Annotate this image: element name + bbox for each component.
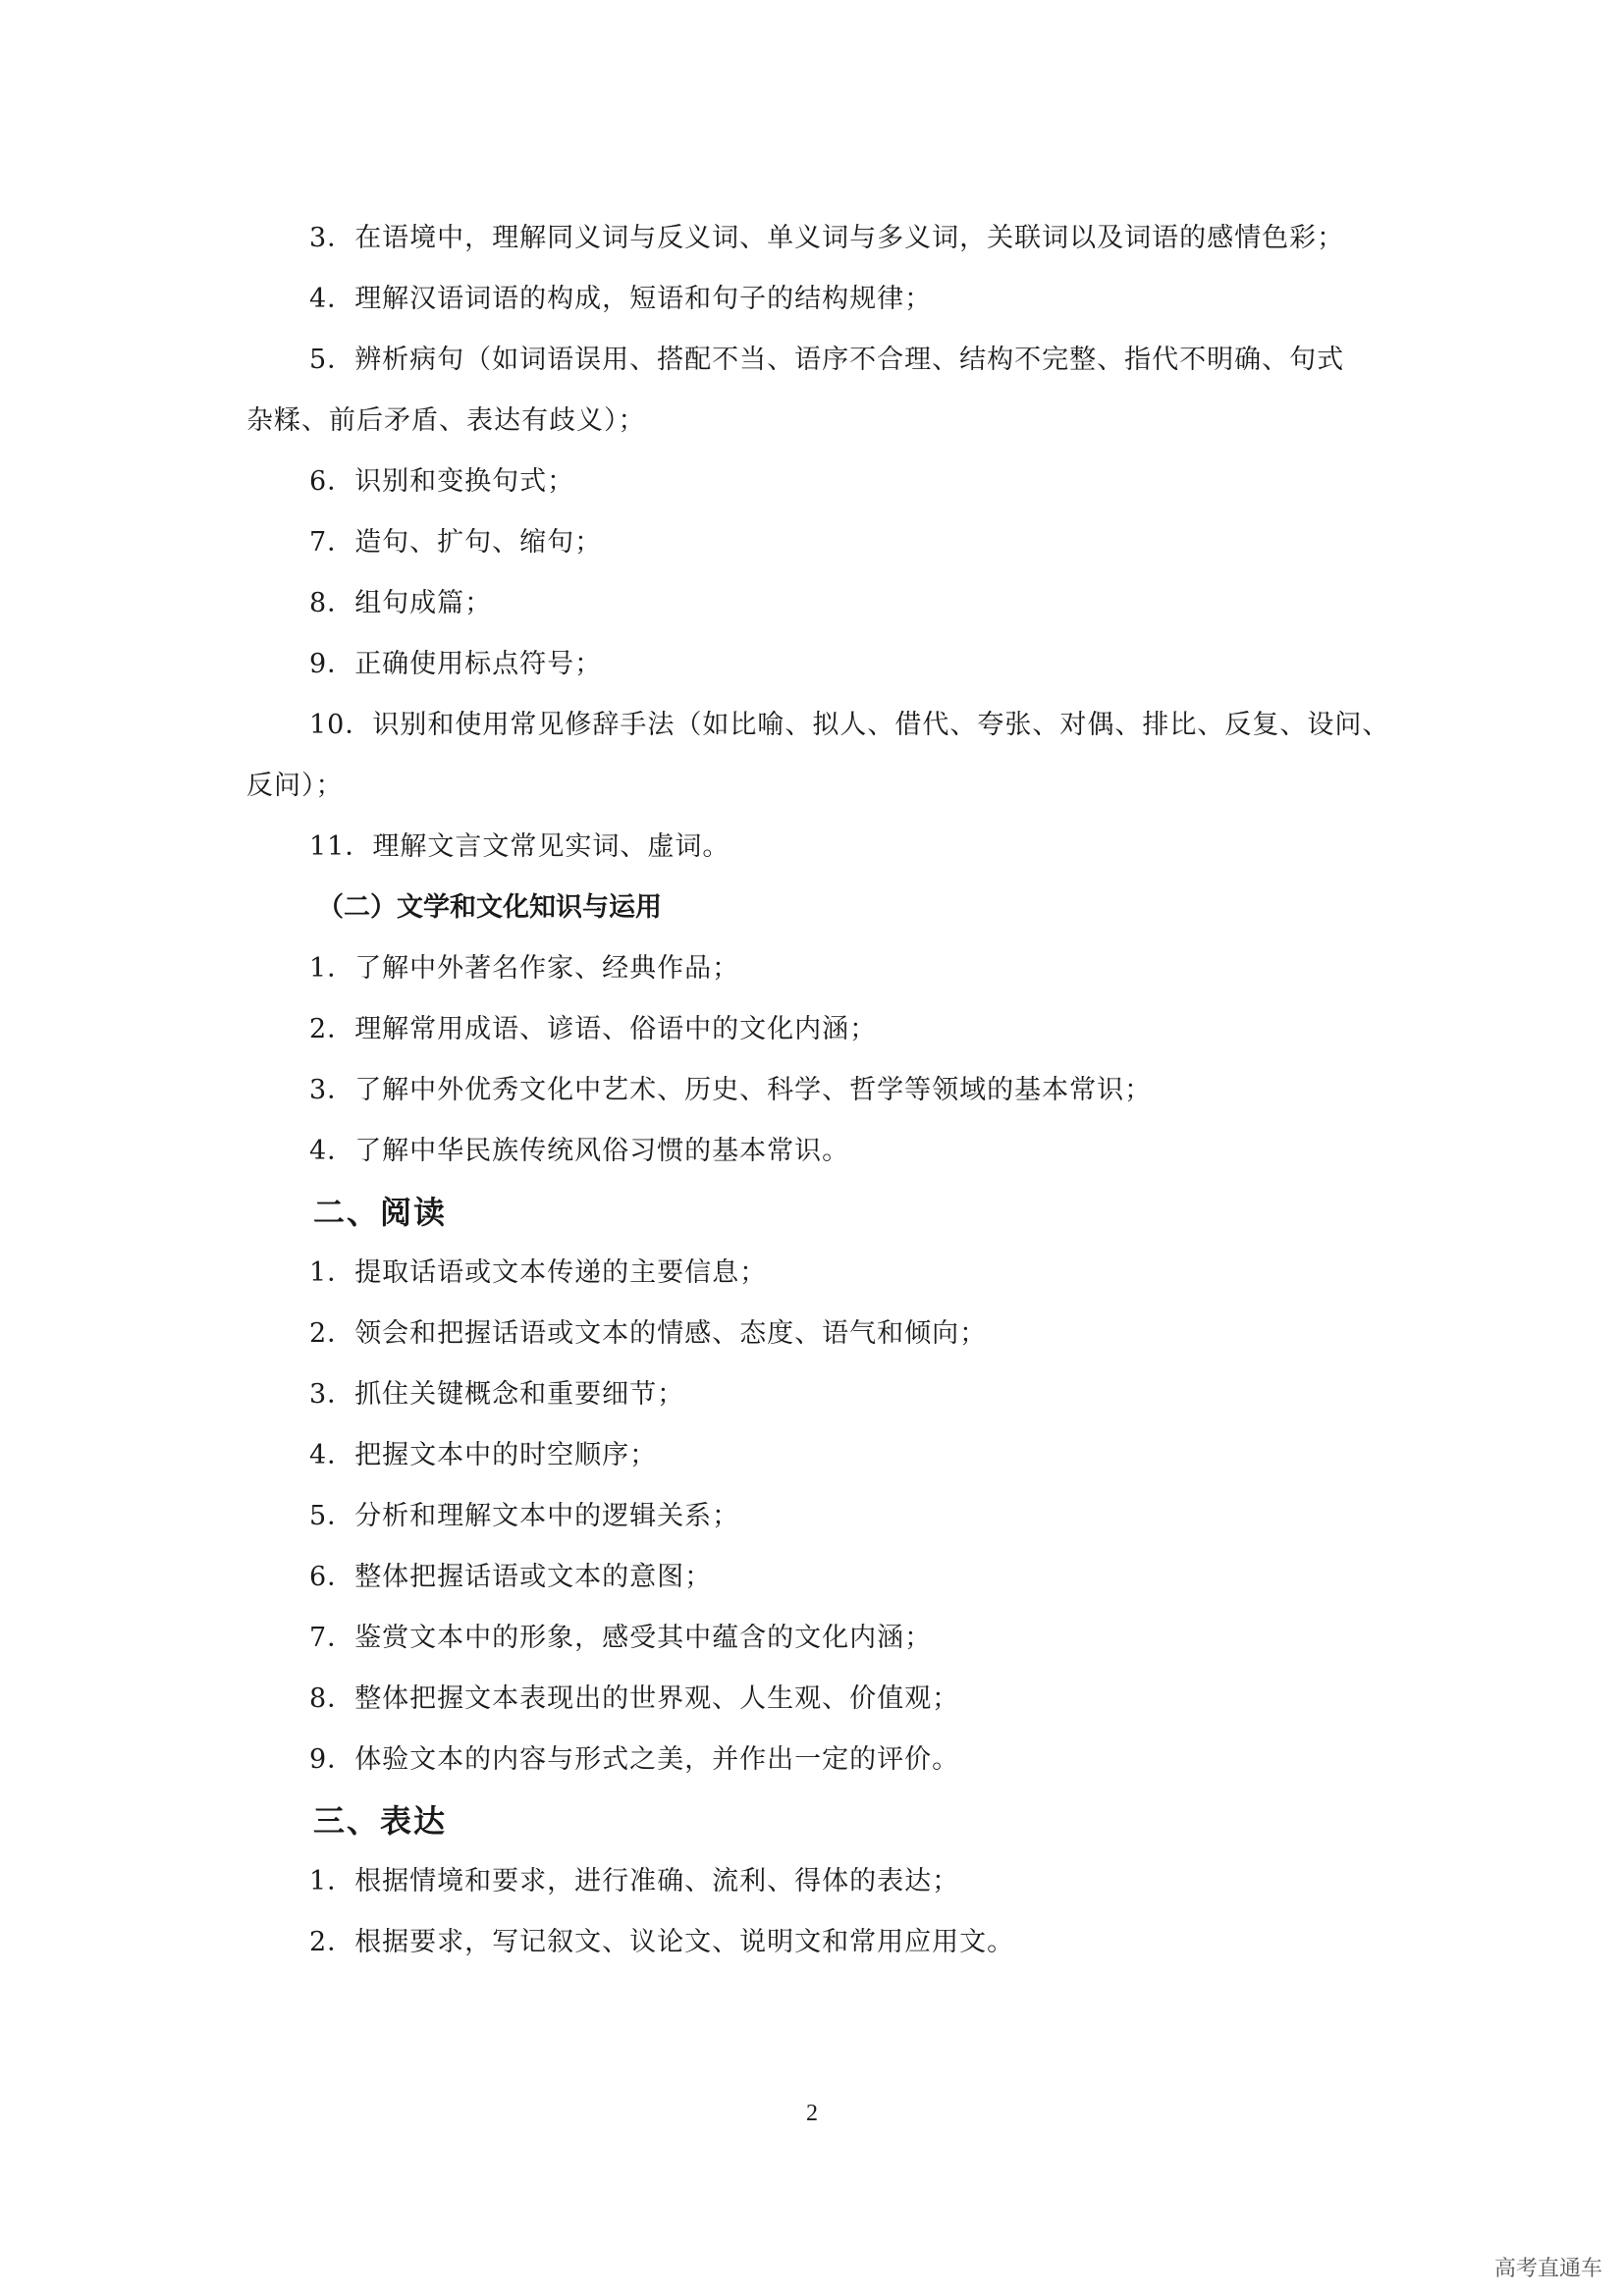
item-text: 了解中外优秀文化中艺术、历史、科学、哲学等领域的基本常识； — [354, 1075, 1153, 1105]
item-number: 5． — [309, 345, 355, 375]
item-text: 整体把握话语或文本的意图； — [354, 1562, 713, 1592]
item-number: 10． — [309, 710, 373, 740]
item-text: 组句成篇； — [354, 588, 493, 618]
item-text: 体验文本的内容与形式之美，并作出一定的评价。 — [354, 1744, 960, 1775]
item-number: 9． — [309, 1744, 355, 1775]
list-item — [246, 512, 1385, 573]
list-item — [246, 1304, 1385, 1364]
list-item — [246, 695, 1390, 756]
item-number: 2． — [309, 1318, 355, 1349]
item-number: 9． — [309, 649, 355, 679]
list-item — [246, 1669, 1385, 1730]
item-number: 6． — [309, 1562, 355, 1592]
list-item — [246, 269, 1385, 330]
list-item — [246, 1608, 1385, 1669]
list-item — [246, 1121, 1385, 1182]
item-text: 鉴赏文本中的形象，感受其中蕴含的文化内涵； — [354, 1623, 933, 1653]
item-text: 分析和理解文本中的逻辑关系； — [354, 1501, 740, 1531]
item-number: 6． — [309, 466, 355, 497]
item-text: 理解常用成语、谚语、俗语中的文化内涵； — [354, 1014, 878, 1044]
subsection-heading: （二）文学和文化知识与运用 — [317, 892, 662, 923]
item-text: 根据要求，写记叙文、议论文、说明文和常用应用文。 — [354, 1927, 1015, 1957]
item-text: 整体把握文本表现出的世界观、人生观、价值观； — [354, 1683, 960, 1714]
item-number: 2． — [309, 1927, 355, 1957]
list-item — [246, 1060, 1385, 1121]
list-item — [246, 1486, 1385, 1547]
section-heading: 三、表达 — [313, 1802, 448, 1840]
list-item — [246, 1912, 1385, 1973]
item-text: 把握文本中的时空顺序； — [354, 1440, 658, 1470]
list-item — [246, 1851, 1385, 1912]
list-item — [246, 817, 1385, 878]
section-heading: 二、阅读 — [313, 1194, 448, 1231]
list-item — [246, 1243, 1385, 1304]
item-number: 8． — [309, 1683, 355, 1714]
item-text: 理解汉语词语的构成，短语和句子的结构规律； — [354, 284, 933, 314]
item-text: 了解中华民族传统风俗习惯的基本常识。 — [354, 1136, 850, 1166]
item-number: 1． — [309, 953, 355, 984]
item-text: 造句、扩句、缩句； — [354, 527, 603, 558]
item-text: 在语境中，理解同义词与反义词、单义词与多义词，关联词以及词语的感情色彩； — [354, 223, 1345, 253]
item-number: 2． — [309, 1014, 355, 1044]
list-item — [246, 452, 1385, 512]
list-item — [246, 1425, 1385, 1486]
item-text: 了解中外著名作家、经典作品； — [354, 953, 740, 984]
list-item — [246, 208, 1385, 269]
item-number: 4． — [309, 1440, 355, 1470]
list-item-continuation: 杂糅、前后矛盾、表达有歧义）； — [246, 405, 646, 436]
list-item — [246, 1547, 1385, 1608]
item-number: 4． — [309, 284, 355, 314]
page-number: 2 — [806, 2101, 818, 2126]
item-text: 识别和变换句式； — [354, 466, 575, 497]
item-number: 11． — [309, 831, 373, 862]
item-text: 抓住关键概念和重要细节； — [354, 1379, 685, 1410]
item-number: 5． — [309, 1501, 355, 1531]
item-number: 1． — [309, 1257, 355, 1288]
item-number: 4． — [309, 1136, 355, 1166]
item-text: 根据情境和要求，进行准确、流利、得体的表达； — [354, 1866, 960, 1896]
item-text: 正确使用标点符号； — [354, 649, 603, 679]
item-text: 提取话语或文本传递的主要信息； — [354, 1257, 768, 1288]
list-item — [246, 1730, 1385, 1790]
list-item — [246, 1364, 1385, 1425]
item-text: 理解文言文常见实词、虚词。 — [372, 831, 731, 862]
item-number: 3． — [309, 1379, 355, 1410]
item-number: 7． — [309, 527, 355, 558]
list-item — [246, 573, 1385, 634]
item-number: 7． — [309, 1623, 355, 1653]
page-content — [246, 208, 1390, 1973]
watermark: 高考直通车 — [1493, 2257, 1602, 2281]
item-text: 识别和使用常见修辞手法（如比喻、拟人、借代、夸张、对偶、排比、反复、设问、 — [372, 710, 1390, 740]
item-number: 1． — [309, 1866, 355, 1896]
item-text: 领会和把握话语或文本的情感、态度、语气和倾向； — [354, 1318, 988, 1349]
item-number: 8． — [309, 588, 355, 618]
list-item-continuation: 反问）； — [246, 771, 344, 801]
item-number: 3． — [309, 1075, 355, 1105]
item-number: 3． — [309, 223, 355, 253]
list-item — [246, 634, 1385, 695]
list-item — [246, 938, 1385, 999]
list-item — [246, 330, 1385, 391]
list-item — [246, 999, 1385, 1060]
item-text: 辨析病句（如词语误用、搭配不当、语序不合理、结构不完整、指代不明确、句式 — [354, 345, 1345, 375]
